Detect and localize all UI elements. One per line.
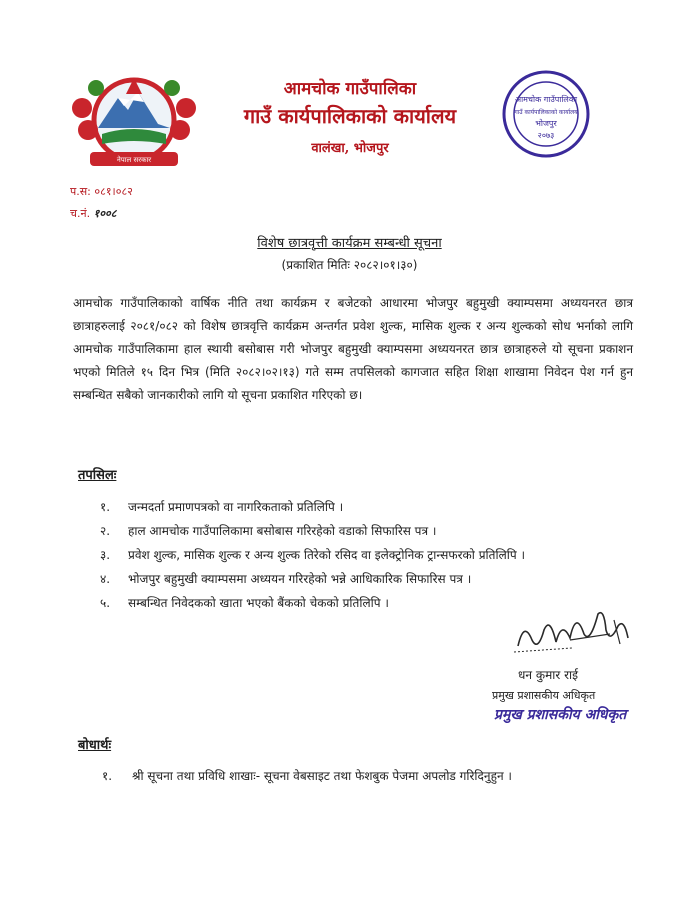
list-item (100, 594, 389, 611)
signatory-stamp: प्रमुख प्रशासकीय अधिकृत (494, 707, 627, 723)
list-item-number: १. (102, 769, 113, 783)
list-item-number: ३. (100, 548, 111, 562)
signatory-name: धन कुमार राई (518, 668, 578, 682)
list-item-number: २. (100, 524, 111, 538)
emblem-text: नेपाल सरकार (116, 156, 152, 164)
ps-label: प.स: (70, 185, 91, 198)
stamp-line-3: भोजपुर (535, 119, 557, 128)
ps-value: ०८१।०८२ (94, 185, 133, 198)
stamp-line-2: गाउँ कार्यपालिकाको कार्यालय (514, 109, 578, 116)
list-item-text: प्रवेश शुल्क, मासिक शुल्क र अन्य शुल्क तिरेको रसिद वा इलेक्ट्रोनिक ट्रान्सफरको प्रतिलिपि । (128, 548, 526, 562)
office-subtitle: गाउँ कार्यपालिकाको कार्यालय (243, 104, 457, 128)
office-stamp-icon (500, 68, 592, 160)
ps-number-row (70, 184, 133, 199)
nepal-emblem-icon (66, 68, 202, 172)
list-item-number: ४. (100, 572, 111, 586)
office-address: वालंखा, भोजपुर (311, 141, 389, 156)
list-item-text: हाल आमचोक गाउँपालिकामा बसोबास गरिरहेको वडाको सिफारिस पत्र । (128, 524, 437, 538)
list-item-number: १. (100, 500, 111, 514)
signature-icon (510, 600, 635, 658)
list-item-text: भोजपुर बहुमुखी क्याम्पसमा अध्ययन गरिरहेको भन्ने आधिकारिक सिफारिस पत्र । (128, 572, 472, 586)
stamp-line-1: आमचोक गाउँपालिका (514, 95, 578, 104)
notice-subject (0, 233, 699, 251)
list-item-text: श्री सूचना तथा प्रविधि शाखाः- सूचना वेबसाइट तथा फेशबुक पेजमा अपलोड गरिदिनुहुन । (132, 769, 512, 783)
stamp-line-4: २०७३ (537, 131, 555, 140)
cn-number-row (70, 206, 116, 221)
list-item-text: सम्बन्धित निवेदकको खाता भएको बैंकको चेकको प्रतिलिपि । (128, 596, 389, 610)
list-item (100, 522, 436, 539)
cn-label: च.नं. (70, 207, 91, 220)
list-item-text: जन्मदर्ता प्रमाणपत्रको वा नागरिकताको प्रतिलिपि । (128, 500, 344, 514)
bodhartha-heading: बोधार्थः (78, 738, 112, 753)
notice-body: आमचोक गाउँपालिकाको वार्षिक नीति तथा कार्यक्रम र बजेटको आधारमा भोजपुर बहुमुखी क्याम्पसमा अध्ययनरत छात्र छात्राहरुलाई २०८१/०८२ को विशेष छात्रवृत्ति कार्यक्रम अन्तर्गत प्रवेश शुल्क, मासिक शुल्क र अन्य शुल्कको सोध भर्नाको लागि आमचोक गाउँपालिकामा हाल स्थायी बसोबास गरी भोजपुर बहुमुखी क्याम्पसमा अध्ययनरत छात्र छात्राहरुले यो सूचना प्रकाशन भएको मितिले १५ दिन भित्र (मिति २०८२।०२।१३) गते सम्म तपसिलको कागजात सहित शिक्षा शाखामा निवेदन पेश गर्न हुन सम्बन्धित सबैको जानकारीको लागि यो सूचना प्रकाशित गरिएको छ। (73, 296, 633, 402)
cn-value: १००८ (93, 207, 117, 220)
notice-subject-text: विशेष छात्रवृत्ती कार्यक्रम सम्बन्धी सूचना (257, 236, 442, 251)
published-date: (प्रकाशित मितिः २०८२।०१।३०) (281, 258, 418, 272)
office-name: आमचोक गाउँपालिका (283, 79, 417, 99)
list-item (100, 498, 343, 515)
signatory-title: प्रमुख प्रशासकीय अधिकृत (492, 689, 596, 702)
list-item (102, 767, 512, 784)
list-item (100, 570, 471, 587)
list-item (100, 546, 525, 563)
list-item-number: ५. (100, 596, 111, 610)
tapsil-heading: तपसिलः (78, 468, 117, 483)
